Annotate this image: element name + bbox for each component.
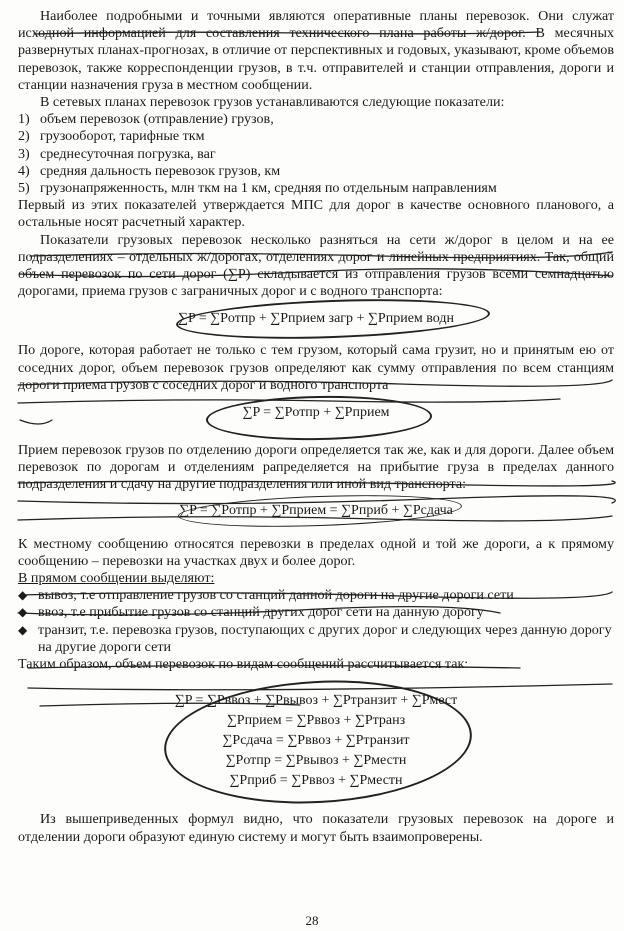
- list-item: 3) среднесуточная погрузка, ваг: [18, 145, 216, 162]
- formula-line: ∑P = ∑Pввоз + ∑Pвывоз + ∑Pтранзит + ∑Pмест: [174, 693, 458, 709]
- paragraph-by-type-intro: Таким образом, объем перевозок по видам сообщений рассчитывается так:: [18, 656, 469, 673]
- page-number: 28: [305, 913, 319, 928]
- formula-line: ∑Pсдача = ∑Pввоз + ∑Pтранзит: [222, 733, 410, 749]
- formula-road-volume: ∑P = ∑Pотпр + ∑Pприем: [18, 400, 614, 430]
- direct-traffic-list: [18, 587, 614, 656]
- paragraph-first-indicator: Первый из этих показателей утверждается МПС для дорог в качестве основного планового, а остальные носят расчетный характер.: [18, 197, 614, 231]
- formula-line: ∑Pприем = ∑Pввоз + ∑Pтранз: [226, 713, 406, 729]
- indicator-list: [18, 111, 614, 197]
- paragraph-network-plans-intro: В сетевых планах перевозок грузов устанавливаются следующие показатели:: [40, 94, 505, 111]
- formula-line: ∑Pприб = ∑Pввоз + ∑Pместн: [229, 773, 403, 789]
- diamond-bullet-icon: ◆: [18, 605, 28, 620]
- diamond-bullet-icon: ◆: [18, 588, 28, 603]
- list-item: 5) грузонапряженность, млн ткм на 1 км, средняя по отдельным направлениям: [18, 180, 497, 197]
- paragraph-division-volume: Прием перевозок грузов по отделению дороги определяется так же, как и для дороги. Далее объем перевозок по дорогам и отделениям рапределяется на прибытие груза в пределах данного подразделения и сдачу на другие подразделения или иной вид транспорта:: [18, 442, 614, 493]
- list-item: 1) объем перевозок (отправление) грузов,: [18, 111, 274, 128]
- paragraph-direct-types-heading: В прямом сообщении выделяют:: [18, 570, 215, 587]
- list-item: ◆ вывоз, т.е отправление грузов со станций данной дороги на другие дороги сети: [18, 587, 514, 604]
- paragraph-network-volume: Показатели грузовых перевозок несколько разняться на сети ж/дорог в целом и на ее подразделениях – отдельных ж/дорогах, отделениях дорог и линейных предприятиях. Так, общий объем перевозок по сети дорог (∑P) складывается из отправления грузов всеми семнадцатью дорогами, приема грузов с заграничных дорог и с водного транспорта:: [18, 231, 614, 300]
- list-item: 4) средняя дальность перевозок грузов, км: [18, 162, 281, 179]
- formula-network-volume: ∑P = ∑Pотпр + ∑Pприем загр + ∑Pприем водн: [18, 306, 614, 332]
- list-item: ◆ ввоз, т.е прибытие грузов со станций других дорог сети на данную дорогу: [18, 604, 484, 621]
- formula-division-volume: ∑P = ∑Pотпр + ∑Pприем = ∑Pприб + ∑Pсдача: [18, 498, 614, 522]
- diamond-bullet-icon: ◆: [18, 622, 28, 637]
- document-page: [18, 8, 614, 846]
- paragraph-operational-plans: Наиболее подробными и точными являются оперативные планы перевозок. Они служат исходной информацией для составления технического плана работы ж/дорог. В месячных развернутых планах-прогнозах, в отличие от перспективных и годовых, указывают, кроме объемов перевозок, также корреспонденции грузов, в т.ч. отправителей и станции отправления, дороги и станции назначения груза в местном сообщении.: [18, 8, 614, 93]
- formula-line: ∑Pотпр = ∑Pвывоз + ∑Pместн: [225, 753, 407, 769]
- paragraph-road-volume: По дороге, которая работает не только с тем грузом, который сама грузит, но и принятым ею от соседних дорог, объем перевозок грузов определяют как сумму отправления по всем станциям дороги приема грузов с соседних дорог и водного транспорта: [18, 342, 614, 393]
- paragraph-local-direct: К местному сообщению относятся перевозки в пределах одной и той же дороги, а к прямому сообщению – перевозки на участках двух и более дорог.: [18, 535, 614, 569]
- paragraph-conclusion: Из вышеприведенных формул видно, что показатели грузовых перевозок на дороге и отделении дороги образуют единую систему и могут быть взаимопроверены.: [18, 811, 614, 845]
- list-item: 2) грузооборот, тарифные ткм: [18, 128, 205, 145]
- list-item: ◆ транзит, т.е. перевозка грузов, поступающих с других дорог и следующих через данную дорогу на другие дороги сети: [18, 621, 612, 655]
- formula-block-by-type: [18, 681, 614, 801]
